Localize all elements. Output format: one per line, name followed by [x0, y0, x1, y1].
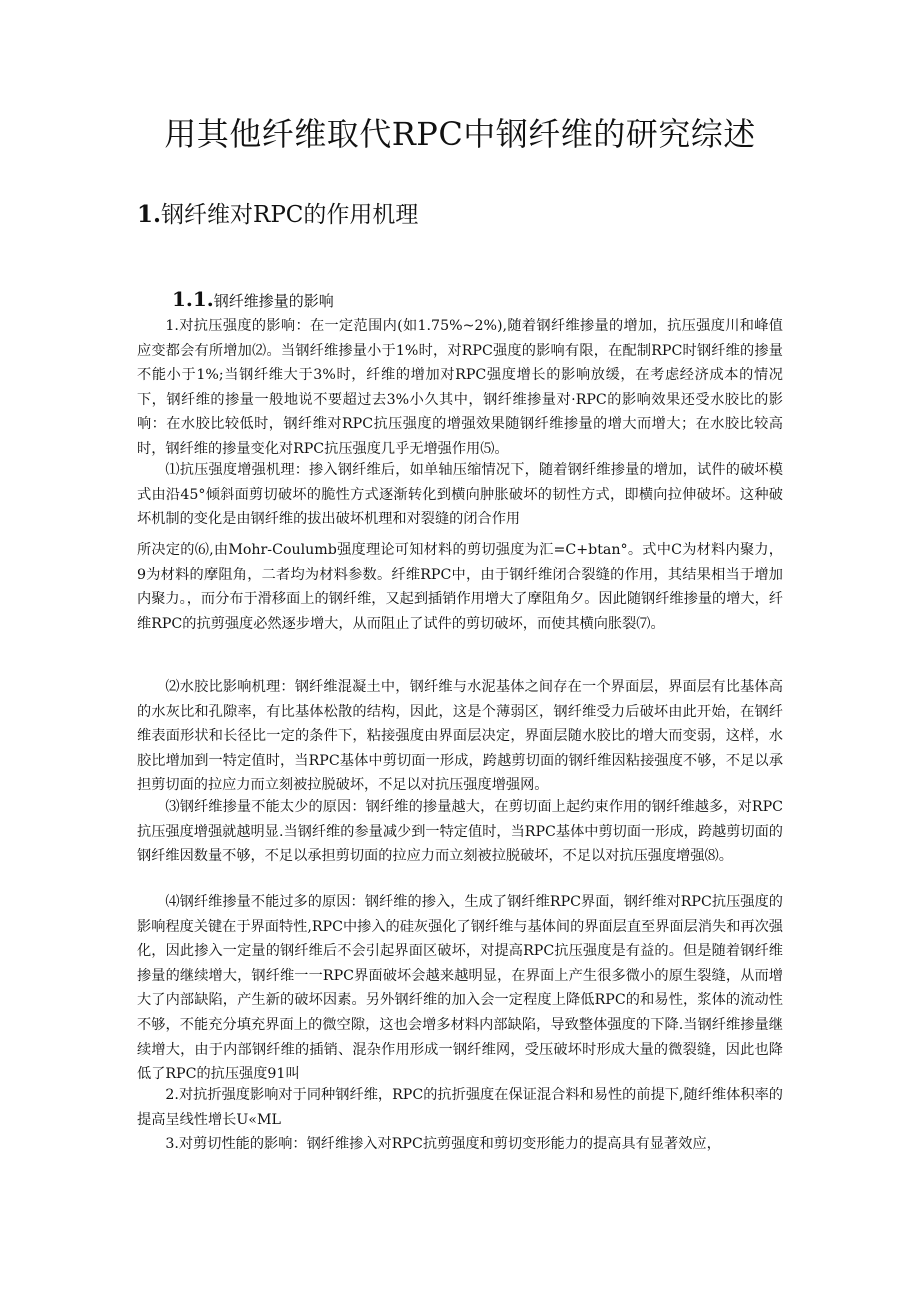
paragraph-mohr-coulumb: 所决定的⑹,由Mohr-Coulumb强度理论可知材料的剪切强度为汇=C+btan°。式中C为材料内聚力，9为材料的摩阻角，二者均为材料参数。纤维RPC中，由于钢纤维闭合裂缝的作用，其结果相当于增加内聚力。，而分布于滑移面上的钢纤维，又起到插销作用增大了摩阻角夕。因此随钢纤维掺量的增大，纤维RPC的抗剪强度必然逐步增大，从而阻止了试件的剪切破坏，而使其横向胀裂⑺。	[137, 542, 783, 632]
subsection-number: 1.1.	[172, 287, 214, 311]
section-title: 钢纤维对RPC的作用机理	[161, 202, 419, 228]
paragraph-mechanism-2: ⑵水胶比影响机理：钢纤维混凝土中，钢纤维与水泥基体之间存在一个界面层，界面层有比基体高的水灰比和孔隙率，有比基体松散的结构，因此，这是个薄弱区，钢纤维受力后破坏由此开始，在钢纤维表面形状和长径比一定的条件下，粘接强度由界面层决定，界面层随水胶比的增大而变弱，这样，水胶比增加到一特定值时，当RPC基体中剪切面一形成，跨越剪切面的钢纤维因粘接强度不够，不足以承担剪切面的拉应力而立刻被拉脱破坏，不足以对抗压强度增强网。	[137, 679, 783, 794]
subsection-heading-1-1	[172, 285, 334, 315]
paragraph-mechanism-4: ⑷钢纤维掺量不能过多的原因：钢纤维的掺入，生成了钢纤维RPC界面，钢纤维对RPC抗压强度的影响程度关键在于界面特性,RPC中掺入的硅灰强化了钢纤维与基体间的界面层直至界面层消失和再次强化，因此掺入一定量的钢纤维后不会引起界面区破坏，对提高RPC抗压强度是有益的。但是随着钢纤维掺量的继续增大，钢纤维一一RPC界面破坏会越来越明显，在界面上产生很多微小的原生裂缝，从而增大了内部缺陷，产生新的破坏因素。另外钢纤维的加入会一定程度上降低RPC的和易性，浆体的流动性不够，不能充分填充界面上的微空隙，这也会增多材料内部缺陷，导致整体强度的下降.当钢纤维掺量继续增大，由于内部钢纤维的插销、混杂作用形成一钢纤维网，受压破坏时形成大量的微裂缝，因此也降低了RPC的抗压强度91叫	[137, 894, 783, 1083]
paragraph-flexural-strength: 2.对抗折强度影响对于同种钢纤维，RPC的抗折强度在保证混合料和易性的前提下,随纤维体积率的提高呈线性增长U«ML	[137, 1087, 783, 1128]
subsection-title: 钢纤维掺量的影响	[213, 292, 334, 310]
section-number: 1.	[137, 201, 162, 228]
paragraph-mechanism-3: ⑶钢纤维掺量不能太少的原因：钢纤维的掺量越大，在剪切面上起约束作用的钢纤维越多，对RPC抗压强度增强就越明显.当钢纤维的参量减少到一特定值时，当RPC基体中剪切面一形成，跨越剪切面的钢纤维因数量不够，不足以承担剪切面的拉应力而立刻被拉脱破坏，不足以对抗压强度增强⑻。	[137, 799, 783, 865]
document-title: 用其他纤维取代RPC中钢纤维的研究综述	[164, 115, 756, 153]
paragraph-compressive-strength: 1.对抗压强度的影响：在一定范围内(如1.75%~2%),随着钢纤维掺量的增加，抗压强度川和峰值应变都会有所增加⑵。当钢纤维掺量小于1%时，对RPC强度的影响有限，在配制RPC时钢纤维的掺量不能小于1%;当钢纤维大于3%时，纤维的增加对RPC强度增长的影响放缓，在考虑经济成本的情况下，钢纤维的掺量一般地说不要超过去3%小久其中，钢纤维掺量对·RPC的影响效果还受水胶比的影响：在水胶比较低时，钢纤维对RPC抗压强度的增强效果随钢纤维掺量的增大而增大；在水胶比较高时，钢纤维的掺量变化对RPC抗压强度几乎无增强作用⑸。	[137, 318, 783, 457]
paragraph-shear-performance: 3.对剪切性能的影响：钢纤维掺入对RPC抗剪强度和剪切变形能力的提高具有显著效应，	[165, 1136, 721, 1152]
paragraph-mechanism-1: ⑴抗压强度增强机理：掺入钢纤维后，如单轴压缩情况下，随着钢纤维掺量的增加，试件的破坏模式由沿45°倾斜面剪切破坏的脆性方式逐渐转化到横向肿胀破坏的韧性方式，即横向拉伸破坏。这种破坏机制的变化是由钢纤维的拔出破坏机理和对裂缝的闭合作用	[137, 462, 783, 528]
section-heading-1	[137, 198, 418, 232]
